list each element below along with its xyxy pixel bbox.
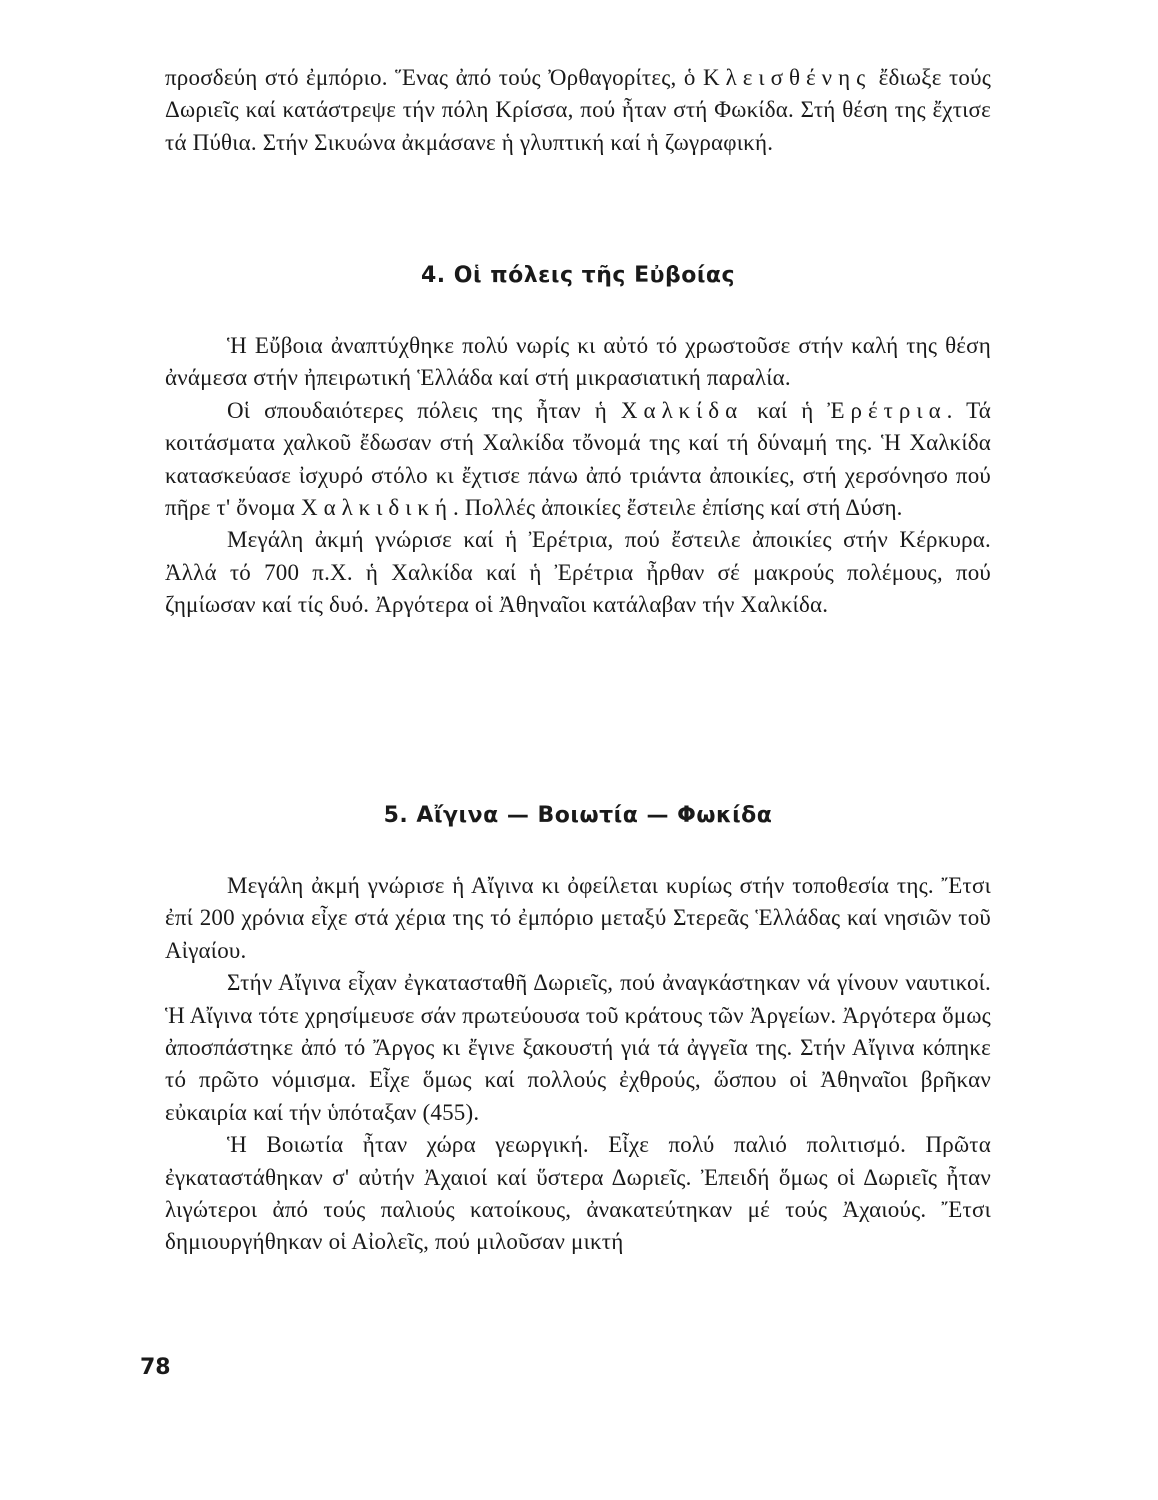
top-paragraph-text-1: προσδεύη στό ἐμπόριο. Ἕνας ἀπό τούς Ὀρθαγορίτες, ὁ [165, 65, 703, 90]
name-kleisthenis: Κλεισθένης [703, 65, 872, 90]
section-4-paragraph-1: Ἡ Εὔβοια ἀναπτύχθηκε πολύ νωρίς κι αὐτό τό χρωστοῦσε στήν καλή της θέση ἀνάμεσα στήν ἠπειρωτική Ἑλλάδα καί στή μικρασιατική παραλία. [165, 333, 991, 391]
section-4-paragraph-3: Μεγάλη ἀκμή γνώρισε καί ἡ Ἐρέτρια, πού ἔστειλε ἀποικίες στήν Κέρκυρα. Ἀλλά τό 700 π.Χ. ἡ Χαλκίδα καί ἡ Ἐρέτρια ἦρθαν σέ μακρούς πολέμους, πού ζημίωσαν καί τίς δυό. Ἀργότερα οἱ Ἀθηναῖοι κατάλαβαν τήν Χαλκίδα. [165, 527, 991, 618]
name-eretria: Ἐρέτρια [827, 397, 947, 423]
name-chalkida: Χαλκίδα [620, 397, 744, 423]
section-5-paragraph-3: Ἡ Βοιωτία ἦταν χώρα γεωργική. Εἶχε πολύ παλιό πολιτισμό. Πρῶτα ἐγκαταστάθηκαν σ' αὐτήν Ἀχαιοί καί ὕστερα Δωριεῖς. Ἐπειδή ὅμως οἱ Δωριεῖς ἦταν λιγώτεροι ἀπό τούς παλιούς κατοίκους, ἀνακατεύτηκαν μέ τούς Ἀχαιούς. Ἔτσι δημιουργήθηκαν οἱ Αἰολεῖς, πού μιλοῦσαν μικτή [165, 1132, 991, 1255]
section-4-paragraph-2 [165, 395, 991, 525]
section-5-paragraph-2: Στήν Αἴγινα εἶχαν ἐγκατασταθῆ Δωριεῖς, πού ἀναγκάστηκαν νά γίνουν ναυτικοί. Ἡ Αἴγινα τότε χρησίμευσε σάν πρωτεύουσα τοῦ κράτους τῶν Ἀργείων. Ἀργότερα ὅμως ἀποσπάστηκε ἀπό τό Ἄργος κι ἔγινε ξακουστή γιά τά ἀγγεῖα της. Στήν Αἴγινα κόπηκε τό πρῶτο νόμισμα. Εἶχε ὅμως καί πολλούς ἐχθρούς, ὥσπου οἱ Ἀθηναῖοι βρῆκαν εὐκαιρία καί τήν ὑπόταξαν (455). [165, 970, 991, 1125]
section-4-paragraph-2-text-2: καί ἡ [743, 397, 828, 423]
page-number: 78 [140, 1355, 171, 1380]
section-5-heading: 5. Αἴγινα — Βοιωτία — Φωκίδα [383, 803, 773, 828]
section-4-paragraph-2-text-1: Οἱ σπουδαιότερες πόλεις της ἦταν ἡ [227, 397, 621, 423]
section-4-paragraph-2-text-4: . Πολλές ἀποικίες ἔστειλε ἐπίσης καί στή Δύση. [453, 495, 903, 521]
top-paragraph-text-2: ἔδιωξε τούς Δωριεῖς καί κατάστρεψε τήν πόλη Κρίσσα, πού ἦταν στή Φωκίδα. Στή θέση της ἔχτισε τά Πύθια. Στήν Σικυώνα ἀκμάσανε ἡ γλυπτική καί ἡ ζωγραφική. [165, 65, 992, 155]
section-4-body [165, 330, 991, 622]
section-4-paragraph-2-text-3: . Τά κοιτάσματα χαλκοῦ ἔδωσαν στή Χαλκίδα τὄνομά της καί τή δύναμή της. Ἡ Χαλκίδα κατασκεύασε ἰσχυρό στόλο κι ἔχτισε πάνω ἀπό τριάντα ἀποικίες, στή χερσόνησο πού πῆρε τ' ὄνομα [165, 397, 991, 521]
section-5-paragraph-1: Μεγάλη ἀκμή γνώρισε ἡ Αἴγινα κι ὀφείλεται κυρίως στήν τοποθεσία της. Ἔτσι ἐπί 200 χρόνια εἶχε στά χέρια της τό ἐμπόριο μεταξύ Στερεᾶς Ἑλλάδας καί νησιῶν τοῦ Αἰγαίου. [165, 873, 991, 963]
section-4-heading: 4. Οἱ πόλεις τῆς Εὐβοίας [420, 263, 736, 288]
section-5-body [165, 870, 991, 1259]
top-paragraph [165, 62, 991, 159]
name-chalkidiki: Χαλκιδική [301, 495, 454, 521]
